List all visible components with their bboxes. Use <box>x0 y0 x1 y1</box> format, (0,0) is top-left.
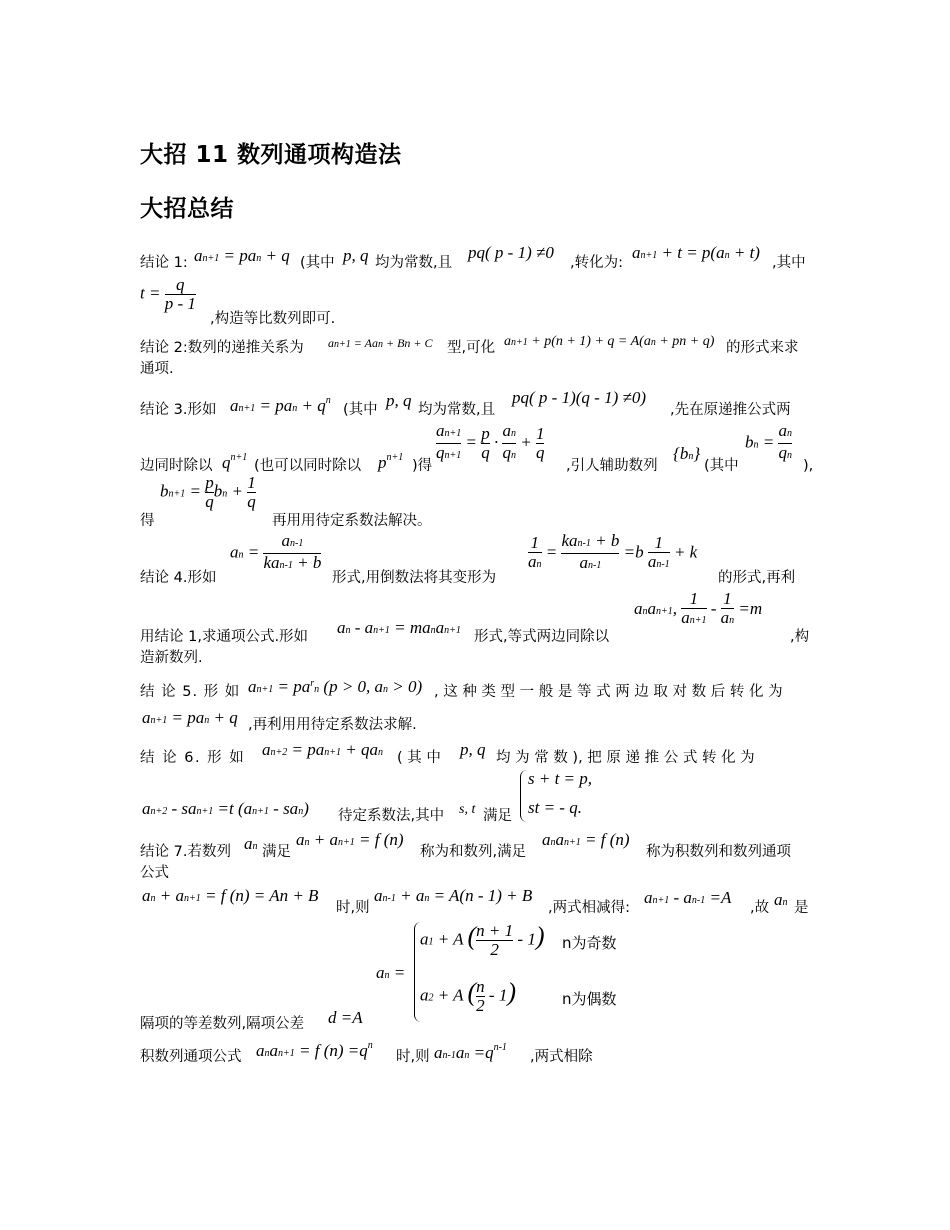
c7-text-g: ,故 <box>750 900 770 916</box>
c5-lead: 结 论 5. 形 如 <box>140 684 241 700</box>
c7-text-d: 公式 <box>140 865 169 881</box>
c6-eq-transformed: an+2 - san+1 =t (an+1 - san) <box>142 799 309 818</box>
c6-eq-system-1: s + t = p, <box>528 769 593 788</box>
c7-eq-sum: an + an+1 = f (n) <box>296 830 404 849</box>
c4-eq-divide: anan+1, $\frac{1}{an+1}$ - $\frac{1}{an}$ =m <box>634 590 762 630</box>
c5-text-b: ,再利用用待定系数法求解. <box>248 717 417 733</box>
c1-eq-condition: pq( p - 1) ≠0 <box>468 243 554 262</box>
c4-text-a: 形式,用倒数法将其变形为 <box>332 570 497 586</box>
c4-text-e: ,构 <box>790 629 810 645</box>
c4-eq-diff: an - an+1 = manan+1 <box>337 618 461 637</box>
c5-eq-form: $an+1 = pa^rn$ (p > 0, an > 0) <box>248 677 423 696</box>
c7-eq-an-def: an = <box>376 963 406 982</box>
c2-eq-recurrence: an+1 = Aan + Bn + C <box>328 336 433 350</box>
c8-lead: 积数列通项公式 <box>140 1049 242 1065</box>
c7-eq-shifted: an-1 + an = A(n - 1) + B <box>374 886 533 905</box>
c6-text-d: 满足 <box>483 808 512 824</box>
c6-text-c: 待定系数法,其中 <box>338 808 445 824</box>
c1-text-b: 均为常数,且 <box>375 255 453 271</box>
section-heading: 大招总结 <box>140 196 234 222</box>
c7-odd-label: n为奇数 <box>562 934 617 952</box>
c7-even-label: n为偶数 <box>562 990 617 1008</box>
c4-eq-form: an = $\frac{an-1}{\text{kan-1 + b}}$ <box>230 532 321 575</box>
c6-eq-pq: p, q <box>460 740 486 759</box>
c7-eq-d: d =A <box>328 1008 363 1027</box>
c3-lead: 结论 3.形如 <box>140 402 217 418</box>
c3-text-i: ), <box>803 458 814 474</box>
c8-eq-shifted: $an-1an =q^{n-1}$ <box>434 1042 507 1062</box>
c3-eq-bn-recurrence: bn+1 = $\frac{p}{q}$ bn + $\frac{1}{q}$ <box>160 473 256 511</box>
c3-eq-qn1: $q^{n+1}$ <box>222 452 248 472</box>
c3-eq-divided: $\frac{an+1}{qn+1}$ = $\frac{p}{q}$ · $\frac{an}{qn}$ + $\frac{1}{q}$ <box>436 422 544 465</box>
c6-text-b: 均 为 常 数 ), 把 原 递 推 公 式 转 化 为 <box>496 750 755 766</box>
c7-text-f: ,两式相减得: <box>548 900 630 916</box>
c8-text-b: ,两式相除 <box>530 1049 593 1065</box>
c3-text-d: 边同时除以 <box>140 458 213 474</box>
c2-text-c: 通项. <box>140 361 174 377</box>
page-title: 大招 11 数列通项构造法 <box>140 142 402 168</box>
c1-text-d: ,其中 <box>772 255 806 271</box>
c3-text-h: (其中 <box>704 458 739 474</box>
c7-text-b: 称为和数列,满足 <box>420 844 527 860</box>
c1-eq-t: t = $\frac{q}{p - 1}$ <box>140 275 196 313</box>
c1-text-c: ,转化为: <box>570 255 623 271</box>
c4-text-f: 造新数列. <box>140 650 203 666</box>
c2-text-a: 型,可化 <box>447 340 496 356</box>
c2-eq-transformed: an+1 + p(n + 1) + q = A(an + pn + q) <box>504 334 715 349</box>
c6-eq-system-2: st = - q. <box>528 798 582 817</box>
c1-eq-pq: p, q <box>343 246 369 265</box>
c4-eq-reciprocal: $\frac{1}{an}$ = $\frac{\text{kan-1 + b}}{an-1}$ =b $\frac{1}{an-1}$ + k <box>528 532 697 575</box>
c3-text-f: )得 <box>412 458 433 474</box>
c7-eq-diff: an+1 - an-1 =A <box>644 888 732 907</box>
c5-eq-transformed: an+1 = pan + q <box>142 708 238 727</box>
c7-lead: 结论 7.若数列 <box>140 844 231 860</box>
c3-text-e: (也可以同时除以 <box>254 458 362 474</box>
c3-text-a: (其中 <box>343 402 378 418</box>
c4-text-c: 用结论 1,求通项公式.形如 <box>140 629 309 645</box>
c3-eq-bn-def: bn = $\frac{an}{qn}$ <box>745 422 792 465</box>
c4-text-b: 的形式,再利 <box>718 570 796 586</box>
c7-eq-even-case: a2 + A ( $\frac{n}{2}$ - 1) <box>420 977 517 1015</box>
c3-text-j: 得 <box>140 513 155 529</box>
c8-text-a: 时,则 <box>396 1049 430 1065</box>
c1-eq-transformed: an+1 + t = p(an + t) <box>632 243 760 262</box>
c3-text-g: ,引人辅助数列 <box>566 458 658 474</box>
c7-text-c: 称为积数列和数列通项 <box>646 844 791 860</box>
c7-eq-an: an <box>244 834 258 853</box>
c5-text-a: , 这 种 类 型 一 般 是 等 式 两 边 取 对 数 后 转 化 为 <box>434 684 783 700</box>
c2-lead: 结论 2:数列的递推关系为 <box>140 340 304 356</box>
c1-lead: 结论 1: <box>140 255 188 271</box>
c7-text-i: 隔项的等差数列,隔项公差 <box>140 1016 305 1032</box>
c3-text-b: 均为常数,且 <box>418 402 496 418</box>
c6-lead: 结 论 6. 形 如 <box>140 750 246 766</box>
c7-text-a: 满足 <box>262 844 291 860</box>
c3-eq-recurrence: an+1 = pan + $q^n$ <box>230 395 331 415</box>
c1-text-a: (其中 <box>300 255 335 271</box>
c3-text-k: 再用用待定系数法解决。 <box>272 513 432 529</box>
c6-eq-form: an+2 = pan+1 + qan <box>262 740 383 759</box>
c1-eq-recurrence: an+1 = pan + q <box>194 246 290 265</box>
c7-eq-an2: an <box>774 890 788 909</box>
c6-eq-st: s, t <box>459 802 476 817</box>
c6-system-brace <box>520 770 527 822</box>
c7-eq-odd-case: a1 + A ( $\frac{n + 1}{2}$ - 1) <box>420 921 545 959</box>
c4-lead: 结论 4.形如 <box>140 570 217 586</box>
c8-eq-product: anan+1 = f $(n) =q^n$ <box>256 1040 373 1060</box>
c6-text-a: ( 其 中 <box>397 750 441 766</box>
c7-eq-linear: an + an+1 = f (n) = An + B <box>142 886 319 905</box>
c2-text-b: 的形式来求 <box>726 340 799 356</box>
c7-eq-product: anan+1 = f (n) <box>542 830 630 849</box>
c7-text-e: 时,则 <box>336 900 370 916</box>
c3-eq-bn: {bn} <box>673 444 701 463</box>
c1-text-e: ,构造等比数列即可. <box>210 311 336 327</box>
c3-eq-pn1: $p^{n+1}$ <box>378 452 404 472</box>
c3-eq-condition: pq( p - 1)(q - 1) ≠0) <box>512 388 647 407</box>
c3-text-c: ,先在原递推公式两 <box>670 402 791 418</box>
c3-eq-pq: p, q <box>386 391 412 410</box>
c7-text-h: 是 <box>794 900 809 916</box>
c4-text-d: 形式,等式两边同除以 <box>474 629 610 645</box>
